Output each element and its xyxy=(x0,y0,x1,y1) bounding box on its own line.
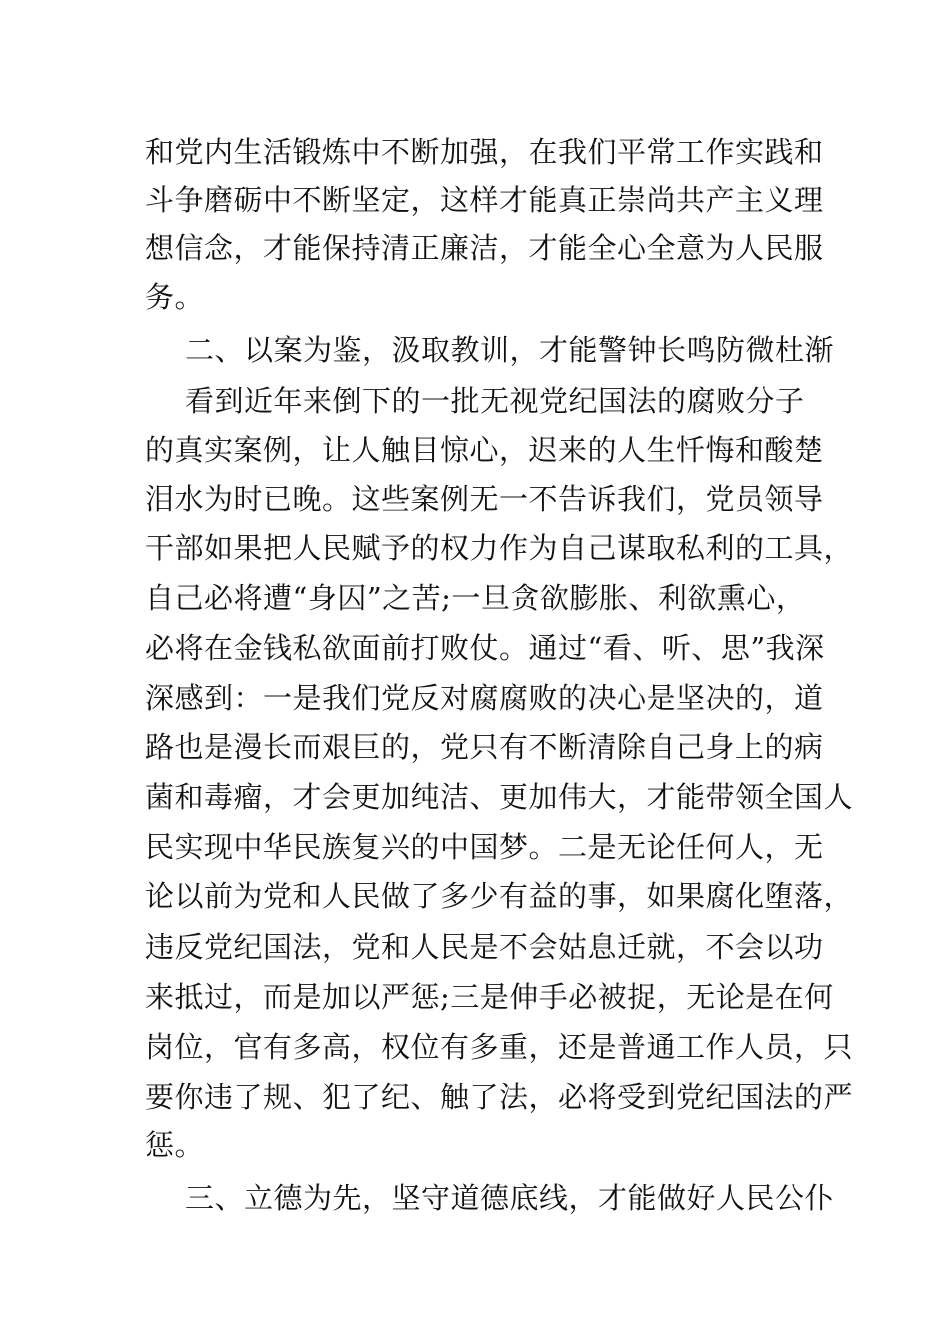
text-line: 的真实案例，让人触目惊心，迟来的人生忏悔和酸楚 xyxy=(145,433,824,467)
text-line: 深感到：一是我们党反对腐腐败的决心是坚决的，道 xyxy=(145,681,824,715)
text-line: 违反党纪国法，党和人民是不会姑息迁就，不会以功 xyxy=(145,930,824,964)
text-line: 自己必将遭“身囚”之苦;一旦贪欲膨胀、利欲熏心， xyxy=(145,581,806,615)
text-line: 要你违了规、犯了纪、触了法，必将受到党纪国法的严 xyxy=(145,1080,854,1114)
text-line: 民实现中华民族复兴的中国梦。二是无论任何人，无 xyxy=(145,830,824,864)
section-heading-2: 二、以案为鉴，汲取教训，才能警钟长鸣防微杜渐 xyxy=(185,333,835,367)
text-line: 斗争磨砺中不断坚定，这样才能真正崇尚共产主义理 xyxy=(145,183,824,217)
text-line: 想信念，才能保持清正廉洁，才能全心全意为人民服 xyxy=(145,231,824,265)
text-line: 务。 xyxy=(145,280,205,314)
text-line: 惩。 xyxy=(145,1128,205,1162)
text-line: 菌和毒瘤，才会更加纯洁、更加伟大，才能带领全国人 xyxy=(145,780,854,814)
text-line: 和党内生活锻炼中不断加强，在我们平常工作实践和 xyxy=(145,135,824,169)
section-heading-3: 三、立德为先，坚守道德底线，才能做好人民公仆 xyxy=(185,1181,835,1215)
text-line: 论以前为党和人民做了多少有益的事，如果腐化堕落， xyxy=(145,879,854,913)
text-line: 必将在金钱私欲面前打败仗。通过“看、听、思”我深 xyxy=(145,631,825,665)
text-line: 看到近年来倒下的一批无视党纪国法的腐败分子 xyxy=(185,384,805,418)
text-line: 路也是漫长而艰巨的，党只有不断清除自己身上的病 xyxy=(145,730,824,764)
text-line: 来抵过，而是加以严惩;三是伸手必被捉，无论是在何 xyxy=(145,980,834,1014)
text-line: 干部如果把人民赋予的权力作为自己谋取私利的工具， xyxy=(145,531,854,565)
text-line: 泪水为时已晚。这些案例无一不告诉我们，党员领导 xyxy=(145,482,824,516)
text-line: 岗位，官有多高，权位有多重，还是普通工作人员，只 xyxy=(145,1030,854,1064)
